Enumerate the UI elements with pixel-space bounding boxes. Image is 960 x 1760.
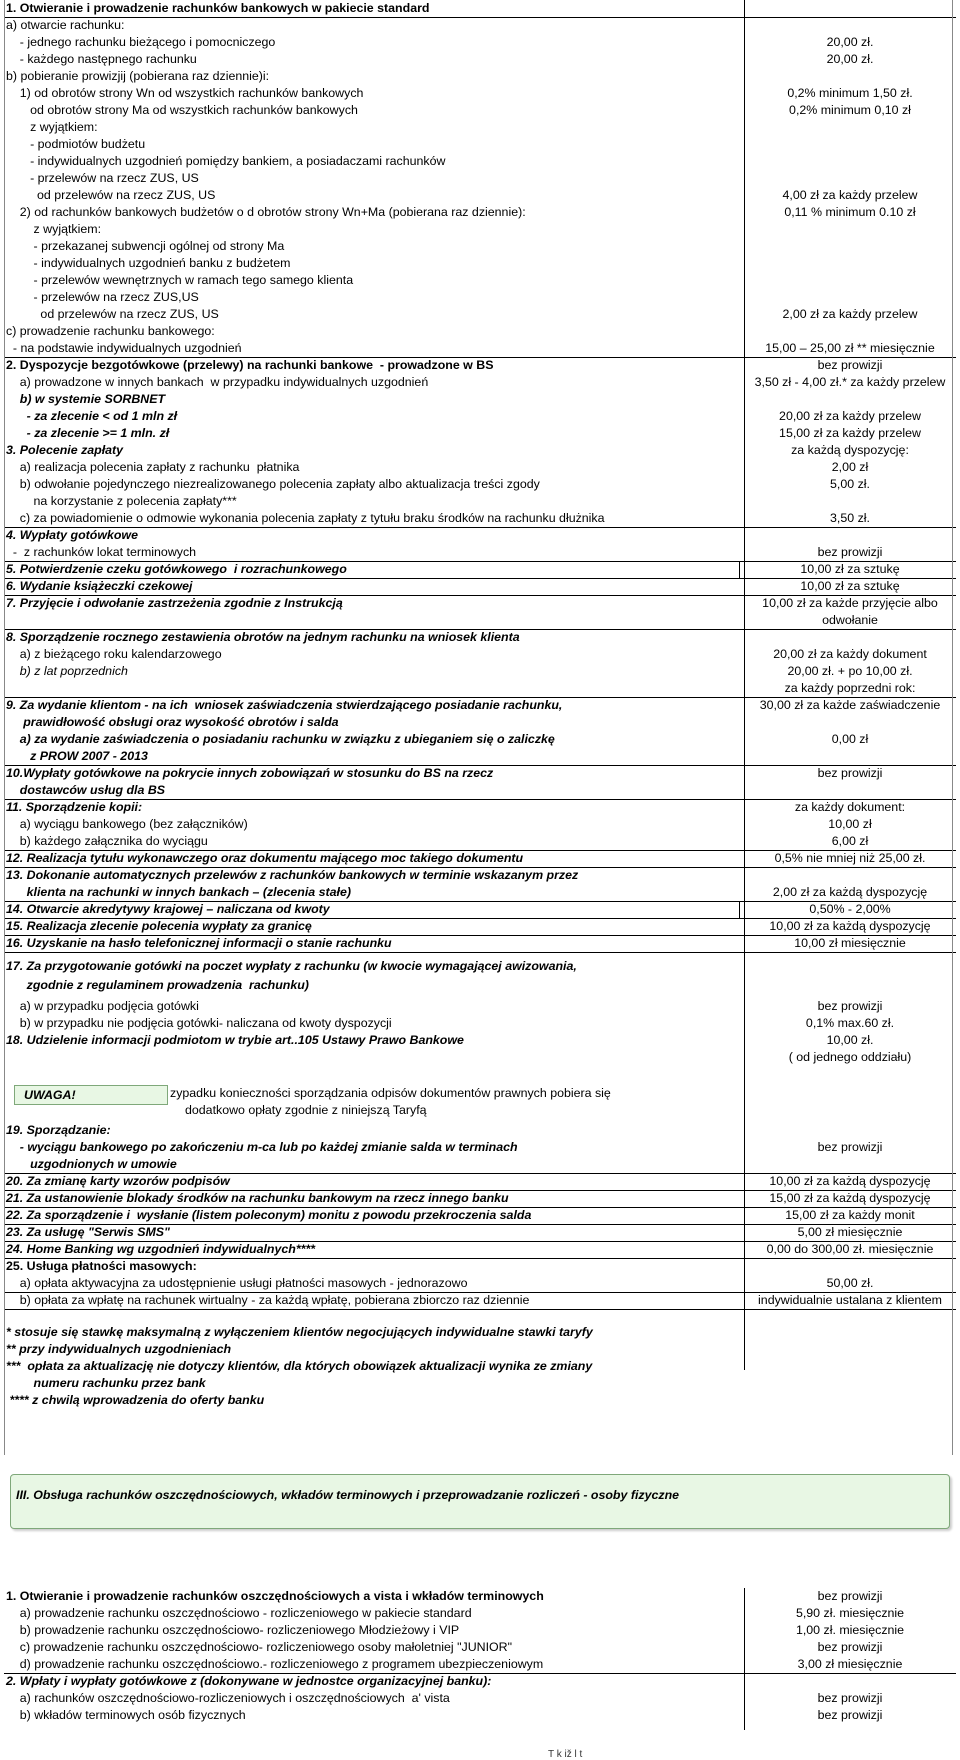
fee-amount: 10,00 zł za każde przyjęcie albo — [762, 596, 938, 610]
fee-description: z wyjątkiem: — [6, 120, 98, 134]
cell-marker — [739, 561, 740, 578]
fee-description: 22. Za sporządzenie i wysłanie (listem poleconym) monitu z powodu przekroczenia salda — [6, 1208, 532, 1222]
fee-row — [4, 561, 956, 579]
fee-description: 25. Usługa płatności masowych: — [6, 1259, 197, 1273]
fee-description: b) w systemie SORBNET — [6, 392, 166, 406]
fee-row — [4, 0, 956, 18]
fee-row — [4, 1605, 956, 1622]
fee-description: b) każdego załącznika do wyciągu — [6, 834, 208, 848]
fee-description: - za zlecenie >= 1 mln. zł — [6, 426, 170, 440]
fee-row — [4, 1588, 956, 1605]
fee-description: 5. Potwierdzenie czeku gotówkowego i rozrachunkowego — [6, 562, 347, 576]
fee-description: - przelewów na rzecz ZUS,US — [6, 290, 199, 304]
fee-row — [4, 408, 956, 425]
fee-amount: 20,00 zł. — [826, 52, 874, 66]
fee-amount: bez prowizji — [817, 358, 883, 372]
fee-amount: 20,00 zł za każdy dokument — [773, 647, 927, 661]
fee-description: a) wyciągu bankowego (bez załączników) — [6, 817, 248, 831]
fee-description: 1. Otwieranie i prowadzenie rachunków bankowych w pakiecie standard — [6, 1, 430, 15]
fee-amount: 3,50 zł - 4,00 zł.* za każdy przelew — [754, 375, 946, 389]
fee-row — [4, 1673, 956, 1690]
fee-row — [4, 238, 956, 255]
fee-row — [4, 119, 956, 136]
fee-row — [4, 170, 956, 187]
fee-description: b) odwołanie pojedynczego niezrealizowanego polecenia zapłaty albo aktualizacja treści zgody — [6, 477, 540, 491]
fee-description: 3. Polecenie zapłaty — [6, 443, 124, 457]
fee-row — [4, 1656, 956, 1674]
fee-description: od obrotów strony Ma od wszystkich rachunków bankowych — [6, 103, 358, 117]
uwaga-text-line2: dodatkowo opłaty zgodnie z niniejszą Taryfą — [185, 1103, 427, 1117]
fee-amount: bez prowizji — [817, 1640, 883, 1654]
fee-amount: bez prowizji — [817, 1691, 883, 1705]
fee-row — [4, 289, 956, 306]
fee-description: - indywidualnych uzgodnień pomiędzy bankiem, a posiadaczami rachunków — [6, 154, 446, 168]
right-border — [952, 0, 953, 1455]
fee-description: *** opłata za aktualizację nie dotyczy klientów, dla których obowiązek aktualizacji wynika ze zmiany — [6, 1359, 593, 1373]
fee-description: - na podstawie indywidualnych uzgodnień — [6, 341, 242, 355]
fee-row — [4, 1258, 956, 1275]
fee-row — [4, 17, 956, 34]
fee-description: a) realizacja polecenia zapłaty z rachunku płatnika — [6, 460, 300, 474]
fee-row — [4, 884, 956, 902]
fee-description: 19. Sporządzanie: — [6, 1123, 111, 1137]
fee-row — [4, 1122, 956, 1139]
fee-description: c) za powiadomienie o odmowie wykonania polecenia zapłaty z tytułu braku środków na rachunku dłużnika — [6, 511, 605, 525]
fee-row — [4, 510, 956, 528]
fee-description: 24. Home Banking wg uzgodnień indywidualnych**** — [6, 1242, 316, 1256]
fee-amount: 0,5% nie mniej niż 25,00 zł. — [774, 851, 926, 865]
fee-description: 13. Dokonanie automatycznych przelewów z rachunków bankowych w terminie wskazanym przez — [6, 868, 579, 882]
fee-row — [4, 1241, 956, 1259]
fee-description: - jednego rachunku bieżącego i pomocniczego — [6, 35, 276, 49]
fee-description: 1) od obrotów strony Wn od wszystkich rachunków bankowych — [6, 86, 364, 100]
fee-description: 8. Sporządzenie rocznego zestawienia obrotów na jednym rachunku na wniosek klienta — [6, 630, 520, 644]
fee-row — [4, 255, 956, 272]
fee-row — [4, 782, 956, 800]
fee-amount: za każdą dyspozycję: — [791, 443, 909, 457]
fee-description: 2. Wpłaty i wypłaty gotówkowe z (dokonywane w jednostce organizacyjnej banku): — [6, 1674, 492, 1688]
fee-amount: 20,00 zł za każdy przelew — [779, 409, 921, 423]
fee-description: a) z bieżącego roku kalendarzowego — [6, 647, 222, 661]
fee-row — [4, 136, 956, 153]
fee-amount: bez prowizji — [817, 1589, 883, 1603]
fee-row — [4, 612, 956, 630]
fee-description: 18. Udzielenie informacji podmiotom w trybie art..105 Ustawy Prawo Bankowe — [6, 1033, 464, 1047]
fee-description: 4. Wypłaty gotówkowe — [6, 528, 138, 542]
fee-description: uzgodnionych w umowie — [6, 1157, 177, 1171]
fee-row — [4, 1139, 956, 1156]
fee-row — [4, 187, 956, 204]
fee-row — [4, 646, 956, 663]
fee-amount: 3,50 zł. — [830, 511, 870, 525]
fee-row — [4, 850, 956, 868]
fee-description: 11. Sporządzenie kopii: — [6, 800, 143, 814]
fee-row — [4, 748, 956, 766]
fee-description: od przelewów na rzecz ZUS, US — [6, 307, 219, 321]
fee-description: 23. Za usługę "Serwis SMS" — [6, 1225, 170, 1239]
fee-description: - każdego następnego rachunku — [6, 52, 197, 66]
fee-row — [4, 680, 956, 698]
fee-description: - indywidualnych uzgodnień banku z budżetem — [6, 256, 291, 270]
fee-row — [4, 459, 956, 476]
fee-description: 10.Wypłaty gotówkowe na pokrycie innych zobowiązań w stosunku do BS na rzecz — [6, 766, 494, 780]
fee-description: 15. Realizacja zlecenie polecenia wypłaty za granicę — [6, 919, 312, 933]
fee-description: c) prowadzenie rachunku bankowego: — [6, 324, 215, 338]
fee-amount: 0,2% minimum 1,50 zł. — [787, 86, 913, 100]
fee-row — [4, 1341, 956, 1358]
fee-amount: 30,00 zł za każde zaświadczenie — [759, 698, 941, 712]
fee-description: * stosuje się stawkę maksymalną z wyłączeniem klientów negocjujących indywidualne stawki taryfy — [6, 1325, 593, 1339]
fee-description: a) otwarcie rachunku: — [6, 18, 125, 32]
fee-amount: odwołanie — [822, 613, 878, 627]
fee-row — [4, 1224, 956, 1242]
fee-row — [4, 272, 956, 289]
fee-amount: 5,00 zł miesięcznie — [797, 1225, 903, 1239]
fee-description: 21. Za ustanowienie blokady środków na rachunku bankowym na rzecz innego banku — [6, 1191, 509, 1205]
fee-amount: 5,00 zł. — [830, 477, 870, 491]
fee-amount: 6,00 zł — [831, 834, 869, 848]
fee-row — [4, 1173, 956, 1191]
fee-row — [4, 867, 956, 884]
fee-description: dostawców usług dla BS — [6, 783, 166, 797]
fee-row — [4, 1392, 956, 1409]
fee-description: d) prowadzenie rachunku oszczędnościowo.- rozliczeniowego z programem ubezpieczeniowym — [6, 1657, 544, 1671]
fee-row — [4, 374, 956, 391]
fee-description: prawidłowość obsługi oraz wysokość obrotów i salda — [6, 715, 339, 729]
fee-amount: 10,00 zł za sztukę — [800, 562, 900, 576]
fee-amount: 3,00 zł miesięcznie — [797, 1657, 903, 1671]
fee-description: klienta na rachunki w innych bankach – (zlecenia stałe) — [6, 885, 351, 899]
fee-description: 6. Wydanie książeczki czekowej — [6, 579, 193, 593]
fee-row — [4, 85, 956, 102]
fee-amount: 2,00 zł — [831, 460, 869, 474]
fee-row — [4, 391, 956, 408]
fee-amount: ( od jednego oddziału) — [788, 1050, 912, 1064]
fee-row — [4, 1375, 956, 1392]
fee-row — [4, 1275, 956, 1293]
fee-row — [4, 493, 956, 510]
fee-amount: 0,00 do 300,00 zł. miesięcznie — [766, 1242, 934, 1256]
fee-description: 2. Dyspozycje bezgotówkowe (przelewy) na rachunki bankowe - prowadzone w BS — [6, 358, 494, 372]
fee-description: a) w przypadku podjęcia gotówki — [6, 999, 199, 1013]
fee-amount: 2,00 zł za każdy przelew — [782, 307, 918, 321]
fee-description: - podmiotów budżetu — [6, 137, 146, 151]
fee-amount: indywidualnie ustalana z klientem — [758, 1293, 942, 1307]
fee-description: a) rachunków oszczędnościowo-rozliczeniowych i oszczędnościowych a' vista — [6, 1691, 450, 1705]
fee-row — [4, 1015, 956, 1032]
fee-description: b) opłata za wpłatę na rachunek wirtualny - za każdą wpłatę, pobierana zbiorczo raz dziennie — [6, 1293, 530, 1307]
fee-description: numeru rachunku przez bank — [6, 1376, 206, 1390]
fee-row — [4, 527, 956, 544]
fee-amount: 10,00 zł — [828, 817, 872, 831]
fee-row — [4, 1690, 956, 1707]
fee-row — [4, 357, 956, 374]
fee-description: a) prowadzenie rachunku oszczędnościowo - rozliczeniowego w pakiecie standard — [6, 1606, 472, 1620]
fee-description: a) prowadzone w innych bankach w przypadku indywidualnych uzgodnień — [6, 375, 429, 389]
fee-row — [4, 51, 956, 68]
fee-description: z PROW 2007 - 2013 — [6, 749, 148, 763]
fee-amount: 0,00 zł — [831, 732, 869, 746]
fee-amount: 5,90 zł. miesięcznie — [795, 1606, 905, 1620]
fee-amount: 15,00 – 25,00 zł ** miesięcznie — [765, 341, 935, 355]
fee-row — [4, 221, 956, 238]
fee-amount: bez prowizji — [817, 1140, 883, 1154]
fee-description: b) w przypadku nie podjęcia gotówki- naliczana od kwoty dyspozycji — [6, 1016, 392, 1030]
fee-amount: 0,2% minimum 0,10 zł — [789, 103, 911, 117]
fee-row — [4, 958, 956, 975]
fee-row — [4, 731, 956, 748]
fee-row — [4, 1639, 956, 1656]
fee-description: 7. Przyjęcie i odwołanie zastrzeżenia zgodnie z Instrukcją — [6, 596, 343, 610]
fee-row — [4, 918, 956, 936]
fee-row — [4, 765, 956, 782]
section-3-title: III. Obsługa rachunków oszczędnościowych, wkładów terminowych i przeprowadzanie rozliczeń - osoby fizyczne — [16, 1488, 680, 1502]
fee-description: - z rachunków lokat terminowych — [6, 545, 197, 559]
fee-amount: 20,00 zł. + po 10,00 zł. — [787, 664, 913, 678]
fee-description: b) z lat poprzednich — [6, 664, 128, 678]
fee-row — [4, 1292, 956, 1310]
page-footer-cut-text: T k iž l t — [548, 1749, 583, 1760]
fee-row — [4, 1358, 956, 1375]
fee-row — [4, 833, 956, 851]
fee-description: - przekazanej subwencji ogólnej od strony Ma — [6, 239, 285, 253]
fee-row — [4, 323, 956, 340]
fee-amount: 0,1% max.60 zł. — [805, 1016, 895, 1030]
uwaga-text-line1: zypadku konieczności sporządzania odpisów dokumentów prawnych pobiera się — [170, 1086, 611, 1100]
fee-amount: 10,00 zł za sztukę — [800, 579, 900, 593]
fee-row — [4, 153, 956, 170]
fee-amount: 10,00 zł miesięcznie — [794, 936, 906, 950]
fee-description: 12. Realizacja tytułu wykonawczego oraz dokumentu mającego moc takiego dokumentu — [6, 851, 524, 865]
fee-description: 16. Uzyskanie na hasło telefonicznej informacji o stanie rachunku — [6, 936, 392, 950]
fee-amount: 10,00 zł za każdą dyspozycję — [769, 1174, 931, 1188]
fee-description: - za zlecenie < od 1 mln zł — [6, 409, 178, 423]
fee-row — [4, 442, 956, 459]
fee-description: od przelewów na rzecz ZUS, US — [6, 188, 216, 202]
fee-row — [4, 1156, 956, 1174]
fee-amount: bez prowizji — [817, 999, 883, 1013]
fee-amount: za każdy poprzedni rok: — [784, 681, 916, 695]
fee-description: b) prowadzenie rachunku oszczędnościowo- rozliczeniowego Młodzieżowy i VIP — [6, 1623, 460, 1637]
fee-amount: 4,00 zł za każdy przelew — [782, 188, 918, 202]
fee-amount: bez prowizji — [817, 766, 883, 780]
fee-amount: 20,00 zł. — [826, 35, 874, 49]
fee-description: z wyjątkiem: — [6, 222, 102, 236]
fee-description: a) opłata aktywacyjna za udostępnienie usługi płatności masowych - jednorazowo — [6, 1276, 468, 1290]
fee-amount: 2,00 zł za każdą dyspozycję — [772, 885, 928, 899]
fee-amount: 10,00 zł za każdą dyspozycję — [769, 919, 931, 933]
fee-amount: 15,00 zł za każdą dyspozycję — [769, 1191, 931, 1205]
fee-row — [4, 799, 956, 816]
fee-description: b) pobieranie prowizjij (pobierana raz dziennie)i: — [6, 69, 270, 83]
fee-amount: 0,50% - 2,00% — [809, 902, 891, 916]
uwaga-label: UWAGA! — [24, 1088, 76, 1102]
left-border — [4, 0, 5, 1455]
fee-amount: bez prowizji — [817, 545, 883, 559]
fee-amount: 0,11 % minimum 0.10 zł — [784, 205, 916, 219]
fee-amount: 10,00 zł. — [826, 1033, 874, 1047]
fee-row — [4, 1207, 956, 1225]
fee-row — [4, 816, 956, 833]
fee-row — [4, 544, 956, 562]
cell-marker — [739, 901, 740, 918]
fee-row — [4, 629, 956, 646]
fee-row — [4, 1324, 956, 1341]
fee-row — [4, 204, 956, 221]
fee-description: - przelewów na rzecz ZUS, US — [6, 171, 199, 185]
fee-description: **** z chwilą wprowadzenia do oferty banku — [6, 1393, 265, 1407]
fee-amount: bez prowizji — [817, 1708, 883, 1722]
fee-description: 9. Za wydanie klientom - na ich wniosek zaświadczenia stwierdzającego posiadanie rachunku, — [6, 698, 563, 712]
fee-row — [4, 102, 956, 119]
fee-description: b) wkładów terminowych osób fizycznych — [6, 1708, 246, 1722]
fee-row — [4, 1707, 956, 1724]
fee-row — [4, 901, 956, 919]
fee-row — [4, 340, 956, 358]
fee-description: 17. Za przygotowanie gotówki na poczet wypłaty z rachunku (w kwocie wymagającej awizowania, — [6, 959, 577, 973]
fee-row — [4, 977, 956, 994]
fee-row — [4, 476, 956, 493]
fee-row — [4, 595, 956, 612]
fee-row — [4, 1049, 956, 1066]
fee-description: ** przy indywidualnych uzgodnieniach — [6, 1342, 232, 1356]
fee-row — [4, 998, 956, 1015]
fee-amount: 50,00 zł. — [826, 1276, 874, 1290]
fee-row — [4, 1622, 956, 1639]
fee-description: 2) od rachunków bankowych budżetów o d obrotów strony Wn+Ma (pobierana raz dziennie): — [6, 205, 526, 219]
fee-description: 20. Za zmianę karty wzorów podpisów — [6, 1174, 230, 1188]
fee-row — [4, 663, 956, 680]
fee-row — [4, 714, 956, 731]
fee-description: - wyciągu bankowego po zakończeniu m-ca lub po każdej zmianie salda w terminach — [6, 1140, 518, 1154]
fee-row — [4, 68, 956, 85]
fee-description: 1. Otwieranie i prowadzenie rachunków oszczędnościowych a vista i wkładów terminowych — [6, 1589, 544, 1603]
fee-amount: za każdy dokument: — [794, 800, 906, 814]
fee-row — [4, 306, 956, 323]
fee-description: a) za wydanie zaświadczenia o posiadaniu rachunku w związku z ubieganiem się o zaliczkę — [6, 732, 555, 746]
fee-description: - przelewów wewnętrznych w ramach tego samego klienta — [6, 273, 354, 287]
fee-amount: 15,00 zł za każdy monit — [785, 1208, 915, 1222]
fee-row — [4, 1190, 956, 1208]
fee-row — [4, 1032, 956, 1049]
fee-row — [4, 935, 956, 953]
fee-amount: 1,00 zł. miesięcznie — [795, 1623, 905, 1637]
fee-row — [4, 34, 956, 51]
fee-description: c) prowadzenie rachunku oszczędnościowo- rozliczeniowego osoby małoletniej "JUNIOR" — [6, 1640, 513, 1654]
fee-row — [4, 425, 956, 442]
fee-amount: 15,00 zł za każdy przelew — [779, 426, 921, 440]
fee-description: 14. Otwarcie akredytywy krajowej – naliczana od kwoty — [6, 902, 330, 916]
fee-row — [4, 697, 956, 714]
fee-description: zgodnie z regulaminem prowadzenia rachunku) — [6, 978, 309, 992]
fee-row — [4, 578, 956, 596]
fee-description: na korzystanie z polecenia zapłaty*** — [6, 494, 237, 508]
